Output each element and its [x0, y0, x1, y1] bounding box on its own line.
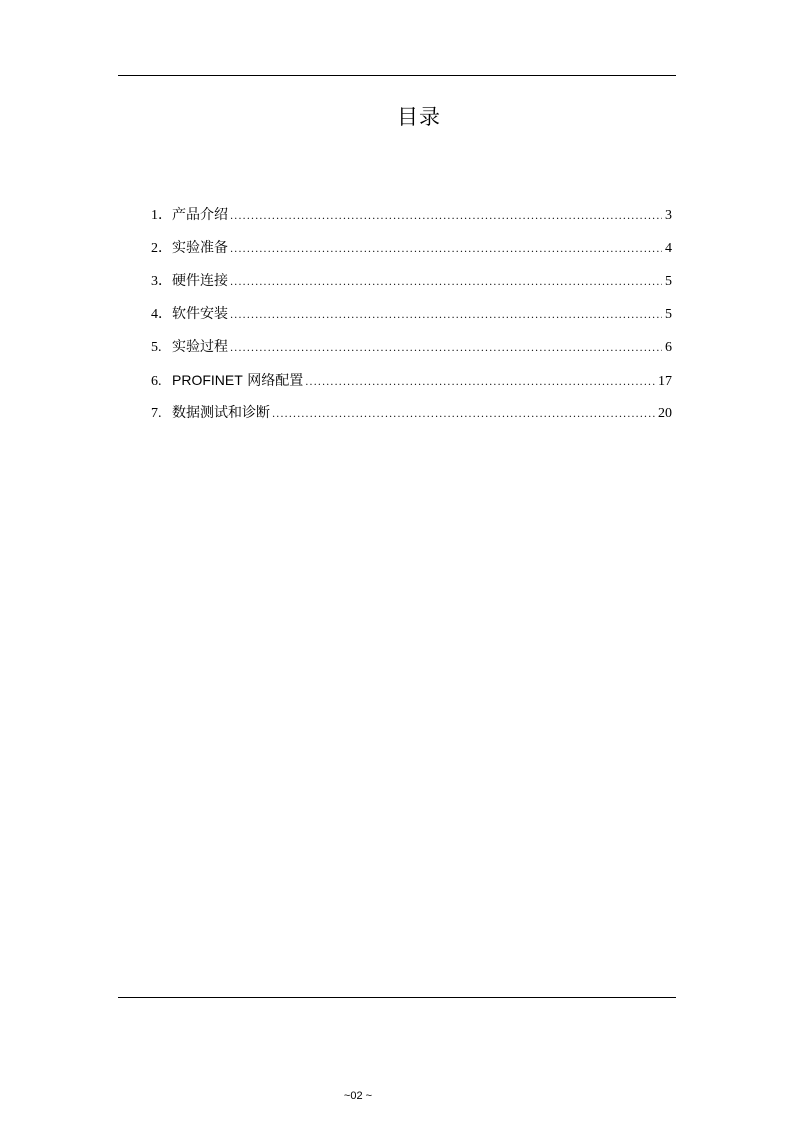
toc-entry-1[interactable]	[151, 203, 672, 236]
toc-entry-title: 实验准备	[172, 240, 228, 256]
toc-entry-title: 实验过程	[172, 339, 228, 355]
toc-entry-number: 6.	[151, 374, 172, 389]
toc-entry-page: 17	[658, 374, 672, 389]
toc-entry-7[interactable]	[151, 401, 672, 434]
toc-entry-4[interactable]	[151, 302, 672, 335]
toc-entry-number: 2．	[151, 241, 172, 256]
footer-rule	[118, 997, 676, 998]
toc-dot-leader	[230, 304, 662, 328]
toc-entry-3[interactable]	[151, 269, 672, 302]
toc-entry-title: 数据测试和诊断	[172, 405, 270, 421]
toc-entry-2[interactable]	[151, 236, 672, 269]
toc-dot-leader	[230, 337, 662, 361]
page-number-footer: ~02 ~	[343, 1090, 373, 1102]
toc-entry-title-cjk: 网络配置	[242, 373, 304, 389]
toc-dot-leader	[230, 271, 662, 295]
toc-entry-title: 硬件连接	[172, 273, 228, 289]
toc-entry-title: 产品介绍	[172, 207, 228, 223]
toc-dot-leader	[230, 238, 662, 262]
toc-entry-number: 4．	[151, 307, 172, 322]
toc-entry-5[interactable]	[151, 335, 672, 368]
toc-entry-title	[172, 368, 303, 393]
toc-entry-page: 6	[665, 340, 672, 355]
header-rule	[118, 75, 676, 76]
toc-entry-page: 20	[658, 406, 672, 421]
table-of-contents	[151, 203, 672, 434]
toc-entry-page: 5	[665, 274, 672, 289]
page-title: 目录	[397, 105, 441, 129]
toc-dot-leader	[272, 403, 655, 427]
toc-entry-page: 4	[665, 241, 672, 256]
toc-entry-number: 3．	[151, 274, 172, 289]
toc-entry-title: 软件安装	[172, 306, 228, 322]
toc-entry-page: 3	[665, 208, 672, 223]
toc-entry-title-latin: PROFINET	[172, 372, 243, 388]
toc-entry-number: 7.	[151, 406, 172, 421]
toc-dot-leader	[305, 371, 655, 395]
toc-dot-leader	[230, 205, 662, 229]
toc-entry-number: 1．	[151, 208, 172, 223]
toc-entry-6[interactable]	[151, 368, 672, 401]
toc-entry-number: 5.	[151, 340, 172, 355]
toc-entry-page: 5	[665, 307, 672, 322]
